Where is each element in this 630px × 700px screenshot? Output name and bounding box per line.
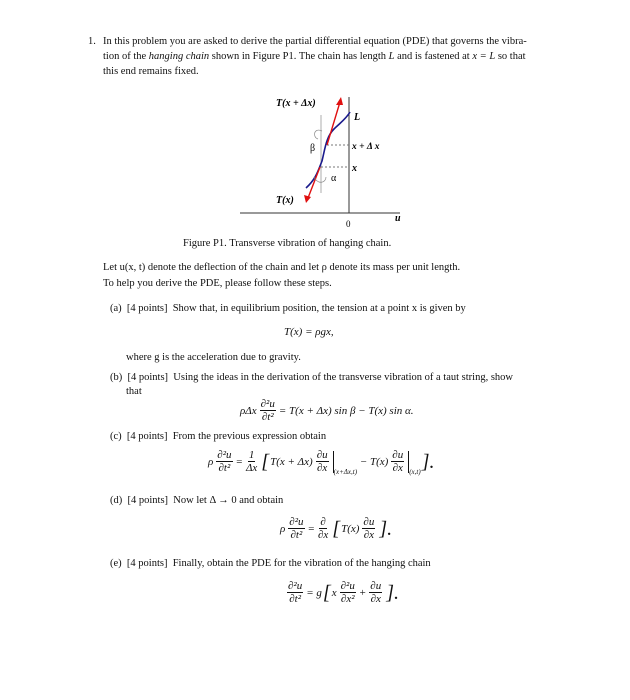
part-e: (e) [4 points] Finally, obtain the PDE for the vibration of the hanging chain [110, 558, 431, 569]
label-L: L [354, 112, 361, 123]
part-b: (b) [4 points] Using the ideas in the derivation of the transverse vibration of a taut string, show [110, 372, 514, 383]
equation-e: $\frac{\text{∂²u}}{\text{∂t²}}$ = g [ x $\frac{\text{∂²u}}{\text{∂x²}}$ + $\frac{\partial u}{\partial x}$ ]. [288, 580, 400, 606]
equation-c: ρ $\frac{\text{∂²u}}{\text{∂t²}}$ = $\frac{1}{\Delta x}$ [ T(x + Δx) $\frac{\partial u}{\partial x}$ (x+Δx,t) − T(x) $\frac{\partial u}{\partial x}$ (x,t) ]. [208, 449, 435, 477]
part-d: (d) [4 points] Now let Δ → 0 and obtain [110, 495, 284, 506]
label-beta: β [310, 143, 316, 154]
arrow-head-top [336, 97, 343, 105]
part-b-that: that [126, 386, 142, 397]
label-tension-bottom: T(x) [276, 195, 294, 206]
intro-line-1: In this problem you are asked to derive the partial differential equation (PDE) that governs the vibra- [103, 36, 527, 47]
intro-line-3: this end remains fixed. [103, 66, 199, 77]
label-x-plus-dx: x + Δ x [352, 142, 380, 152]
help-text: To help you derive the PDE, please follow these steps. [103, 278, 332, 289]
tension-arrow-bottom [308, 167, 320, 198]
let-text: Let u(x, t) denote the deflection of the chain and let ρ denote its mass per unit length. [103, 262, 461, 273]
intro-line-2: tion of the hanging chain shown in Figure P1. The chain has length L and is fastened at x = L so that [103, 51, 526, 62]
hanging-chain-figure [230, 85, 420, 235]
part-c: (c) [4 points] From the previous expression obtain [110, 431, 327, 442]
equation-b: ρΔx $\frac{\text{∂²u}}{\text{∂t²}}$ = T(x + Δx) sin β − T(x) sin α. [240, 398, 414, 424]
equation-d: ρ $\frac{\text{∂²u}}{\text{∂t²}}$ = $\frac{\partial}{\partial x}$ [ T(x) $\frac{\partial u}{\partial x}$ ]. [280, 516, 393, 542]
equation-a: T(x) = ρgx, [284, 326, 334, 338]
figure-caption: Figure P1. Transverse vibration of hanging chain. [183, 238, 392, 249]
problem-number: 1. [88, 36, 96, 47]
label-x: x [352, 163, 357, 174]
label-alpha: α [331, 173, 337, 184]
part-a-note: where g is the acceleration due to gravity. [126, 352, 301, 363]
label-tension-top: T(x + Δx) [276, 98, 316, 109]
part-a: (a) [4 points] Show that, in equilibrium position, the tension at a point x is given by [110, 303, 466, 314]
tension-arrow-top [327, 102, 340, 145]
label-u: u [395, 213, 401, 224]
arrow-head-bottom [304, 195, 311, 203]
label-zero: 0 [346, 219, 351, 229]
